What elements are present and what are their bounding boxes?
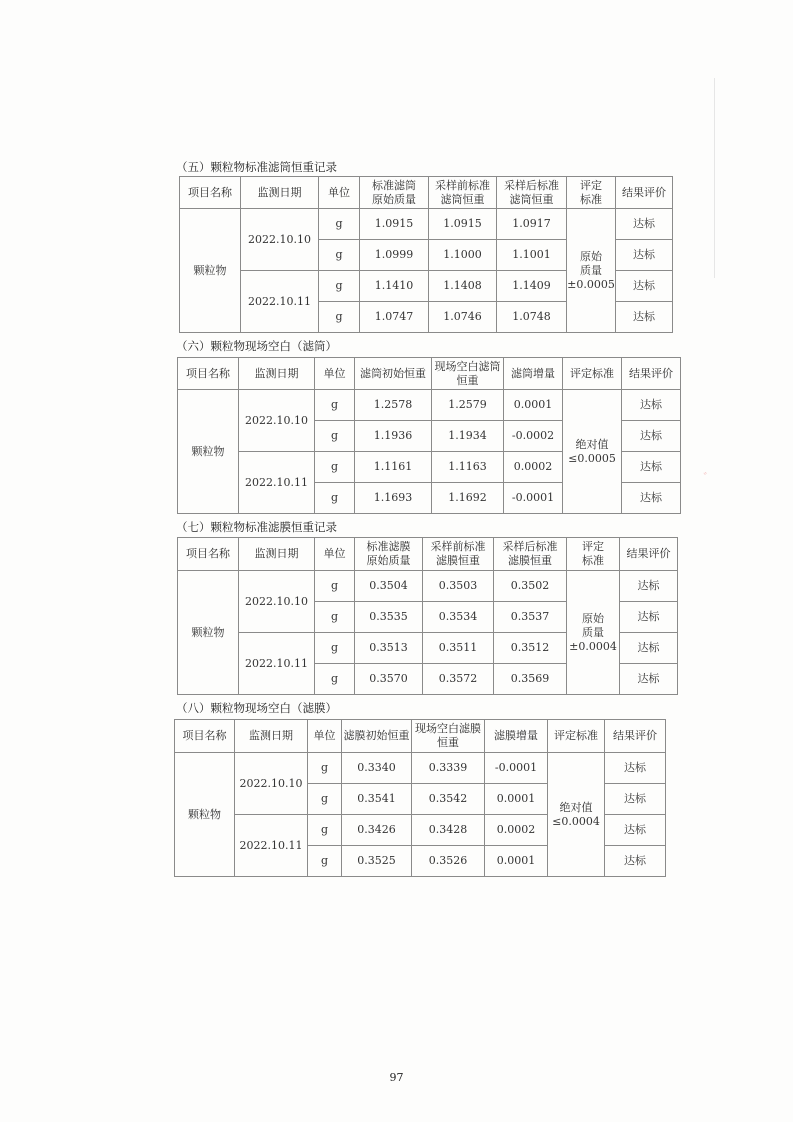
- unit-cell: g: [315, 390, 355, 421]
- value-cell: 0.0001: [485, 784, 548, 815]
- column-header: 结果评价: [620, 538, 678, 571]
- value-cell: 0.3537: [494, 602, 567, 633]
- unit-cell: g: [308, 784, 342, 815]
- value-cell: 0.3569: [494, 664, 567, 695]
- value-cell: 1.1163: [432, 452, 504, 483]
- item-name-cell: 颗粒物: [175, 753, 235, 877]
- column-header: 监测日期: [235, 720, 308, 753]
- date-cell: 2022.10.10: [241, 209, 319, 271]
- result-cell: 达标: [605, 815, 666, 846]
- column-header: 监测日期: [241, 177, 319, 209]
- value-cell: 0.3502: [494, 571, 567, 602]
- column-header: 滤膜增量: [485, 720, 548, 753]
- unit-cell: g: [315, 633, 355, 664]
- value-cell: 0.3542: [412, 784, 485, 815]
- value-cell: 0.3535: [355, 602, 423, 633]
- value-cell: 1.1934: [432, 421, 504, 452]
- unit-cell: g: [308, 753, 342, 784]
- value-cell: 1.0748: [497, 302, 567, 333]
- value-cell: 0.3428: [412, 815, 485, 846]
- result-cell: 达标: [616, 302, 673, 333]
- value-cell: 0.3534: [423, 602, 494, 633]
- value-cell: 1.1936: [355, 421, 432, 452]
- value-cell: 0.0002: [504, 452, 563, 483]
- value-cell: 0.3426: [342, 815, 412, 846]
- item-name-cell: 颗粒物: [178, 571, 239, 695]
- date-cell: 2022.10.11: [239, 633, 315, 695]
- date-cell: 2022.10.11: [235, 815, 308, 877]
- item-name-cell: 颗粒物: [178, 390, 239, 514]
- unit-cell: g: [308, 815, 342, 846]
- column-header: 单位: [315, 538, 355, 571]
- value-cell: -0.0001: [485, 753, 548, 784]
- section-title: （五）颗粒物标准滤筒恒重记录: [176, 160, 337, 174]
- result-cell: 达标: [605, 753, 666, 784]
- unit-cell: g: [315, 571, 355, 602]
- record-table: [174, 719, 666, 877]
- table-row: [175, 753, 666, 784]
- unit-cell: g: [315, 602, 355, 633]
- value-cell: 0.0001: [485, 846, 548, 877]
- date-cell: 2022.10.11: [241, 271, 319, 333]
- column-header: 监测日期: [239, 358, 315, 390]
- unit-cell: g: [319, 240, 360, 271]
- unit-cell: g: [315, 452, 355, 483]
- column-header: 滤膜初始恒重: [342, 720, 412, 753]
- header-row: [178, 538, 678, 571]
- column-header: 评定 标准: [567, 177, 616, 209]
- value-cell: 0.3525: [342, 846, 412, 877]
- value-cell: -0.0001: [504, 483, 563, 514]
- column-header: 滤筒初始恒重: [355, 358, 432, 390]
- column-header: 评定标准: [548, 720, 605, 753]
- value-cell: 1.0747: [360, 302, 429, 333]
- value-cell: 0.3503: [423, 571, 494, 602]
- value-cell: 0.3526: [412, 846, 485, 877]
- value-cell: 1.0999: [360, 240, 429, 271]
- column-header: 现场空白滤膜 恒重: [412, 720, 485, 753]
- result-cell: 达标: [620, 664, 678, 695]
- value-cell: 1.1410: [360, 271, 429, 302]
- value-cell: 1.2578: [355, 390, 432, 421]
- column-header: 项目名称: [178, 358, 239, 390]
- header-row: [178, 358, 681, 390]
- result-cell: 达标: [616, 240, 673, 271]
- unit-cell: g: [319, 271, 360, 302]
- unit-cell: g: [319, 302, 360, 333]
- column-header: 采样后标准 滤筒恒重: [497, 177, 567, 209]
- header-row: [180, 177, 673, 209]
- item-name-cell: 颗粒物: [180, 209, 241, 333]
- value-cell: 0.3504: [355, 571, 423, 602]
- value-cell: 1.1692: [432, 483, 504, 514]
- value-cell: 0.3513: [355, 633, 423, 664]
- value-cell: 0.0002: [485, 815, 548, 846]
- table-row: [178, 571, 678, 602]
- record-table: [177, 357, 681, 514]
- result-cell: 达标: [616, 271, 673, 302]
- result-cell: 达标: [620, 633, 678, 664]
- value-cell: 1.2579: [432, 390, 504, 421]
- page-number: 97: [389, 1071, 404, 1084]
- column-header: 现场空白滤筒 恒重: [432, 358, 504, 390]
- value-cell: 0.0001: [504, 390, 563, 421]
- standard-cell: 原始 质量 ±0.0004: [567, 571, 620, 695]
- unit-cell: g: [315, 421, 355, 452]
- column-header: 结果评价: [616, 177, 673, 209]
- column-header: 单位: [319, 177, 360, 209]
- standard-cell: 绝对值 ≤0.0004: [548, 753, 605, 877]
- value-cell: 0.3512: [494, 633, 567, 664]
- column-header: 采样后标准 滤膜恒重: [494, 538, 567, 571]
- value-cell: -0.0002: [504, 421, 563, 452]
- standard-cell: 绝对值 ≤0.0005: [563, 390, 622, 514]
- column-header: 评定 标准: [567, 538, 620, 571]
- column-header: 采样前标准 滤筒恒重: [429, 177, 497, 209]
- unit-cell: g: [308, 846, 342, 877]
- value-cell: 1.0917: [497, 209, 567, 240]
- result-cell: 达标: [616, 209, 673, 240]
- value-cell: 0.3511: [423, 633, 494, 664]
- column-header: 评定标准: [563, 358, 622, 390]
- value-cell: 1.1408: [429, 271, 497, 302]
- column-header: 单位: [315, 358, 355, 390]
- unit-cell: g: [315, 483, 355, 514]
- result-cell: 达标: [622, 452, 681, 483]
- date-cell: 2022.10.10: [239, 571, 315, 633]
- date-cell: 2022.10.10: [235, 753, 308, 815]
- value-cell: 0.3541: [342, 784, 412, 815]
- section-title: （七）颗粒物标准滤膜恒重记录: [176, 520, 337, 534]
- column-header: 采样前标准 滤膜恒重: [423, 538, 494, 571]
- unit-cell: g: [315, 664, 355, 695]
- value-cell: 1.0746: [429, 302, 497, 333]
- value-cell: 1.1000: [429, 240, 497, 271]
- value-cell: 0.3570: [355, 664, 423, 695]
- result-cell: 达标: [620, 571, 678, 602]
- value-cell: 1.1693: [355, 483, 432, 514]
- value-cell: 1.0915: [429, 209, 497, 240]
- value-cell: 1.0915: [360, 209, 429, 240]
- column-header: 标准滤膜 原始质量: [355, 538, 423, 571]
- column-header: 项目名称: [180, 177, 241, 209]
- section-title: （六）颗粒物现场空白（滤筒）: [176, 339, 337, 353]
- record-table: [177, 537, 678, 695]
- result-cell: 达标: [605, 846, 666, 877]
- result-cell: 达标: [620, 602, 678, 633]
- date-cell: 2022.10.10: [239, 390, 315, 452]
- column-header: 监测日期: [239, 538, 315, 571]
- standard-cell: 原始 质量 ±0.0005: [567, 209, 616, 333]
- result-cell: 达标: [605, 784, 666, 815]
- value-cell: 0.3340: [342, 753, 412, 784]
- column-header: 单位: [308, 720, 342, 753]
- value-cell: 0.3572: [423, 664, 494, 695]
- column-header: 结果评价: [605, 720, 666, 753]
- section-title: （八）颗粒物现场空白（滤膜）: [176, 701, 337, 715]
- column-header: 项目名称: [178, 538, 239, 571]
- result-cell: 达标: [622, 390, 681, 421]
- table-row: [178, 390, 681, 421]
- column-header: 滤筒增量: [504, 358, 563, 390]
- scan-edge-line: [714, 78, 715, 278]
- value-cell: 1.1001: [497, 240, 567, 271]
- record-table: [179, 176, 673, 333]
- stamp-mark: ﾞ: [703, 472, 710, 487]
- header-row: [175, 720, 666, 753]
- result-cell: 达标: [622, 421, 681, 452]
- table-row: [180, 209, 673, 240]
- unit-cell: g: [319, 209, 360, 240]
- column-header: 结果评价: [622, 358, 681, 390]
- date-cell: 2022.10.11: [239, 452, 315, 514]
- value-cell: 1.1409: [497, 271, 567, 302]
- result-cell: 达标: [622, 483, 681, 514]
- column-header: 项目名称: [175, 720, 235, 753]
- value-cell: 1.1161: [355, 452, 432, 483]
- column-header: 标准滤筒 原始质量: [360, 177, 429, 209]
- value-cell: 0.3339: [412, 753, 485, 784]
